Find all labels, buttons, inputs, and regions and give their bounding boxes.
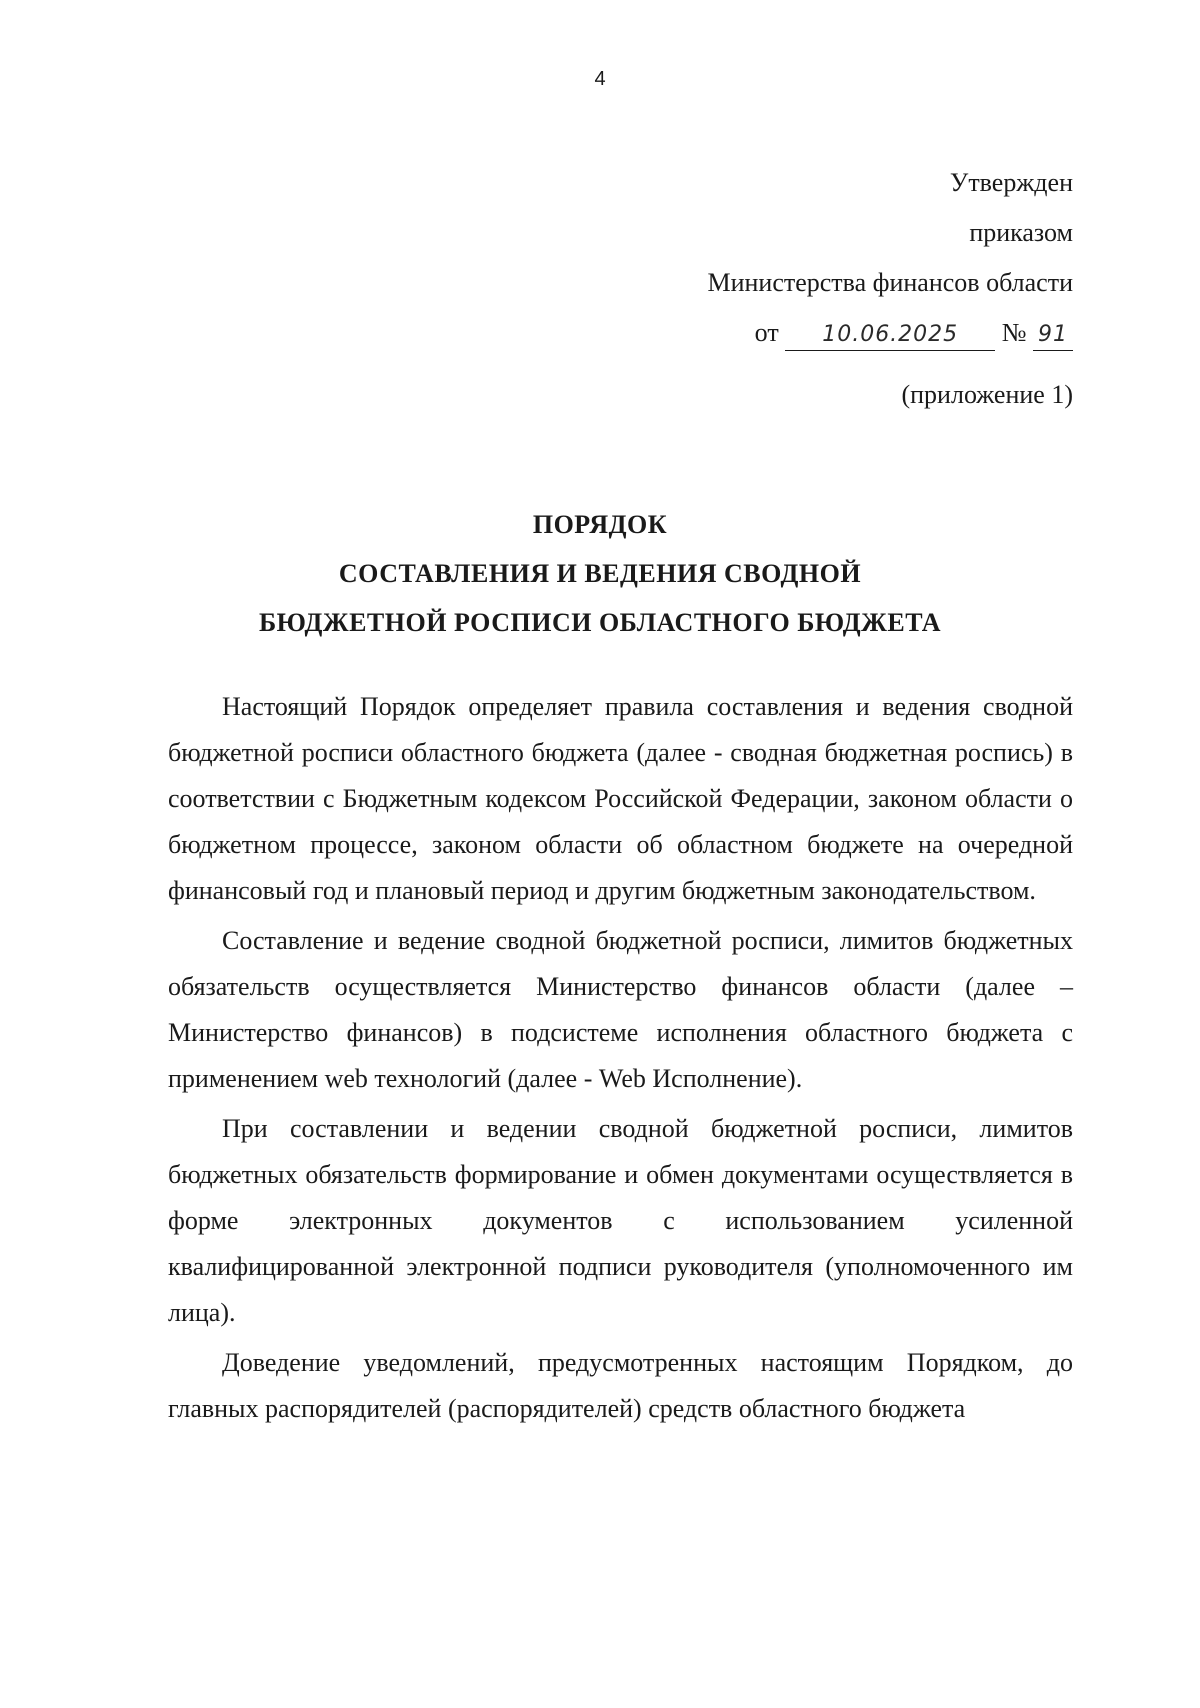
approval-line-approved: Утвержден [949, 168, 1073, 197]
document-title [0, 500, 1200, 647]
paragraph: Составление и ведение сводной бюджетной росписи, лимитов бюджетных обязательств осуществляется Министерство финансов области (далее – Министерство финансов) в подсистеме исполнения областного бюджета с применением web технологий (далее - Web Исполнение). [168, 926, 1073, 1093]
paragraph: Настоящий Порядок определяет правила составления и ведения сводной бюджетной росписи областного бюджета (далее - сводная бюджетная роспись) в соответствии с Бюджетным кодексом Российской Федерации, законом области о бюджетном процессе, законом области об областном бюджете на очередной финансовый год и плановый период и другим бюджетным законодательством. [168, 692, 1073, 905]
appendix-label: (приложение 1) [901, 380, 1073, 409]
title-line-1: ПОРЯДОК [532, 510, 668, 539]
approval-line-ministry: Министерства финансов области [707, 268, 1073, 297]
handwritten-number: 91 [1038, 322, 1068, 347]
handwritten-date: 10.06.2025 [822, 322, 959, 347]
date-field [785, 318, 995, 351]
document-body [168, 684, 1073, 1436]
number-prefix: № [1001, 318, 1027, 347]
paragraph: Доведение уведомлений, предусмотренных настоящим Порядком, до главных распорядителей (распорядителей) средств областного бюджета [168, 1348, 1073, 1423]
title-line-3: БЮДЖЕТНОЙ РОСПИСИ ОБЛАСТНОГО БЮДЖЕТА [258, 608, 942, 637]
approval-line-order: приказом [969, 218, 1073, 247]
approval-block [553, 158, 1073, 358]
page-number: 4 [594, 68, 606, 90]
date-prefix: от [754, 318, 779, 347]
title-line-2: СОСТАВЛЕНИЯ И ВЕДЕНИЯ СВОДНОЙ [338, 559, 862, 588]
number-field [1033, 318, 1073, 351]
paragraph: При составлении и ведении сводной бюджетной росписи, лимитов бюджетных обязательств формирование и обмен документами осуществляется в форме электронных документов с использованием усиленной квалифицированной электронной подписи руководителя (уполномоченного им лица). [168, 1114, 1073, 1327]
approval-date-number-line [553, 308, 1073, 358]
